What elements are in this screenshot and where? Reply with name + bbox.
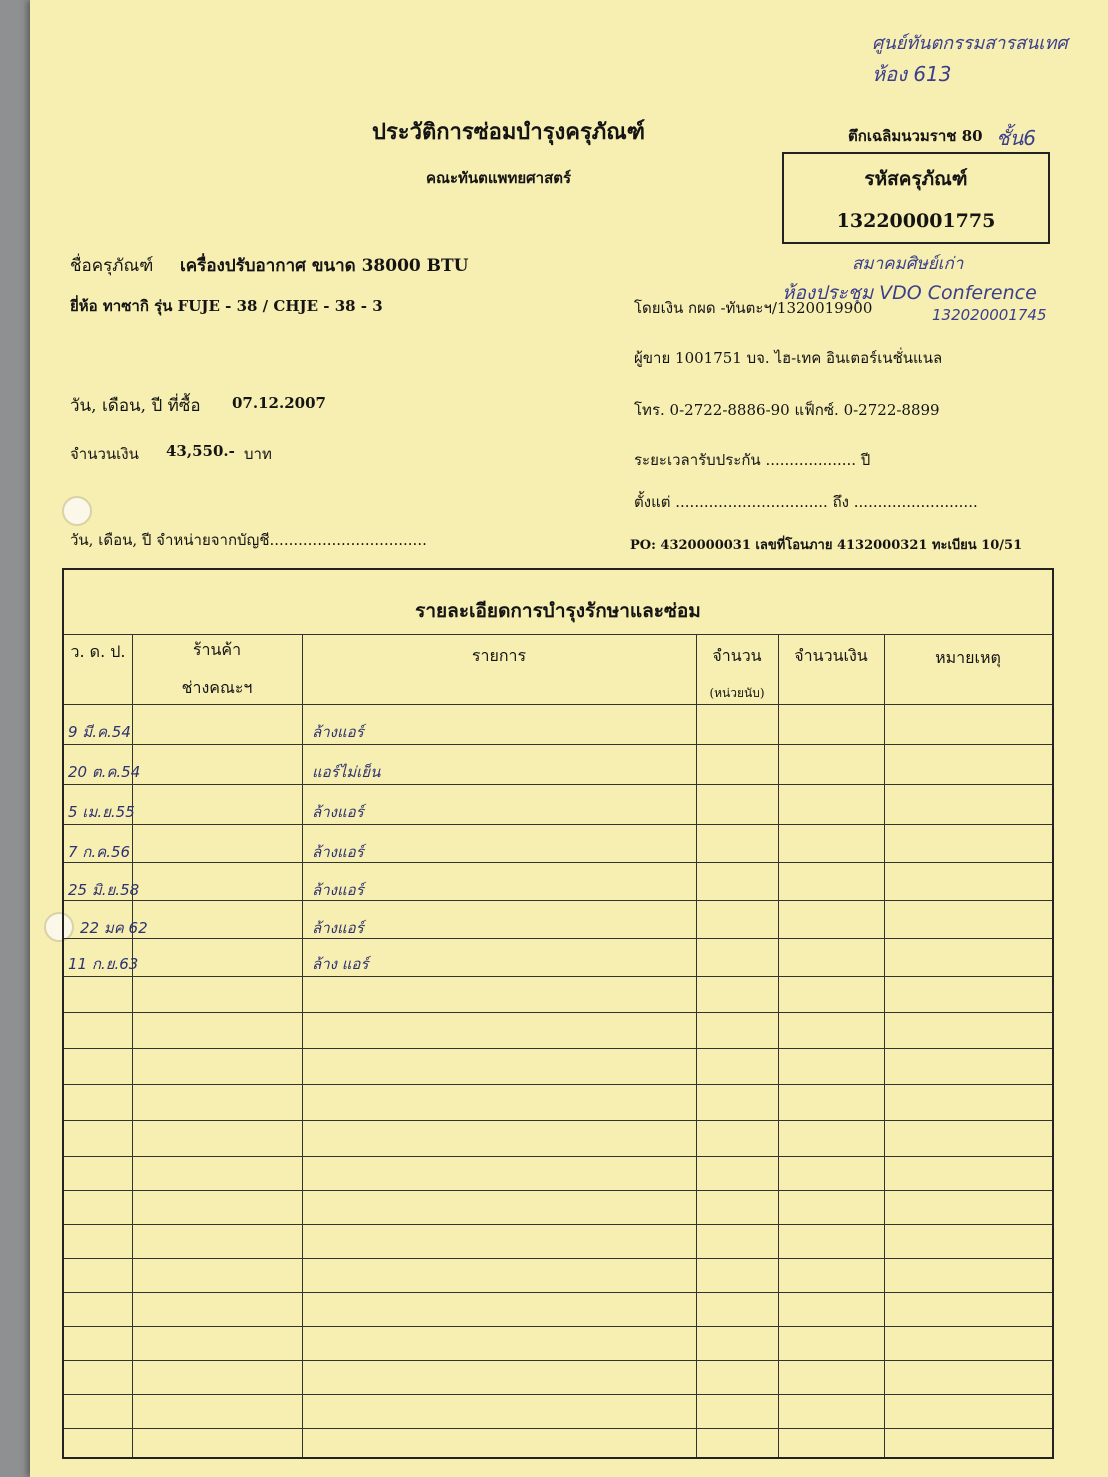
row-date: 9 มี.ค.54 — [68, 723, 131, 741]
disposal-date: วัน, เดือน, ปี จำหน่ายจากบัญชี................................. — [70, 531, 427, 549]
header-date: ว. ด. ป. — [70, 642, 126, 661]
row-date: 25 มิ.ย.58 — [68, 881, 140, 899]
maintenance-table — [62, 568, 1054, 1459]
purchase-date-label: วัน, เดือน, ปี ที่ซื้อ — [70, 396, 201, 416]
handwritten-floor: ชั้น6 — [996, 126, 1036, 150]
po-number: PO: 4320000031 เลขที่โอนภาย 4132000321 ทะเบียน 10/51 — [630, 538, 1023, 553]
row-date: 11 ก.ย.63 — [68, 955, 139, 973]
header-shop: ร้านค้า — [192, 640, 242, 659]
seller: ผู้ขาย 1001751 บจ. ไฮ-เทค อินเตอร์เนชั่นแนล — [634, 349, 943, 367]
table-title: รายละเอียดการบำรุงรักษาและซ่อม — [415, 600, 701, 622]
header-amount: จำนวนเงิน — [794, 646, 868, 665]
warranty-range: ตั้งแต่ ................................ ถึง .......................... — [634, 493, 978, 511]
row-item: ล้าง แอร์ — [312, 955, 369, 973]
row-date: 7 ก.ค.56 — [68, 843, 131, 861]
header-item: รายการ — [471, 646, 527, 665]
asset-name: เครื่องปรับอากาศ ขนาด 38000 BTU — [180, 256, 469, 276]
amount-label: จำนวนเงิน — [70, 445, 139, 463]
row-date: 22 มค 62 — [80, 919, 148, 937]
row-item: ล้างแอร์ — [312, 803, 364, 821]
document-page — [30, 0, 1108, 1477]
handwritten-meeting-room: ห้องประชุม VDO Conference — [782, 282, 1037, 304]
row-item: ล้างแอร์ — [312, 843, 364, 861]
asset-name-label: ชื่อครุภัณฑ์ — [70, 256, 154, 276]
header-qty-unit: (หน่วยนับ) — [709, 686, 765, 700]
funding-source: โดยเงิน กผด -ทันตะฯ/1320019900 — [634, 299, 873, 317]
row-date: 5 เม.ย.55 — [68, 803, 135, 821]
asset-code: 132200001775 — [836, 210, 996, 232]
asset-code-box — [782, 152, 1050, 244]
faculty-name: คณะทันตแพทยศาสตร์ — [426, 169, 572, 187]
purchase-date: 07.12.2007 — [232, 394, 326, 412]
header-remark: หมายเหตุ — [935, 648, 1001, 667]
punch-hole — [62, 496, 92, 526]
asset-code-label: รหัสครุภัณฑ์ — [864, 168, 968, 190]
brand-model: ยี่ห้อ ทาซากิ รุ่น FUJE - 38 / CHJE - 38 - 3 — [70, 297, 383, 315]
building-name: ตึกเฉลิมนวมราช 80 — [848, 127, 983, 145]
warranty-period: ระยะเวลารับประกัน ................... ปี — [634, 451, 871, 469]
handwritten-room: ห้อง 613 — [872, 62, 952, 86]
row-item: ล้างแอร์ — [312, 919, 364, 937]
document-title: ประวัติการซ่อมบำรุงครุภัณฑ์ — [372, 119, 645, 145]
handwritten-association: สมาคมศิษย์เก่า — [852, 254, 964, 274]
seller-phone: โทร. 0-2722-8886-90 แฟ็กซ์. 0-2722-8899 — [634, 401, 940, 419]
amount-unit: บาท — [244, 445, 272, 463]
row-item: ล้างแอร์ — [312, 723, 364, 741]
header-shop-faculty: ช่างคณะฯ — [181, 678, 253, 697]
amount-value: 43,550.- — [166, 442, 235, 460]
row-item: แอร์ไม่เย็น — [312, 763, 381, 781]
handwritten-code: 132020001745 — [932, 306, 1047, 324]
row-date: 20 ต.ค.54 — [68, 763, 141, 781]
row-item: ล้างแอร์ — [312, 881, 364, 899]
header-qty: จำนวน — [712, 646, 762, 665]
handwritten-department: ศูนย์ทันตกรรมสารสนเทศ — [872, 33, 1068, 54]
